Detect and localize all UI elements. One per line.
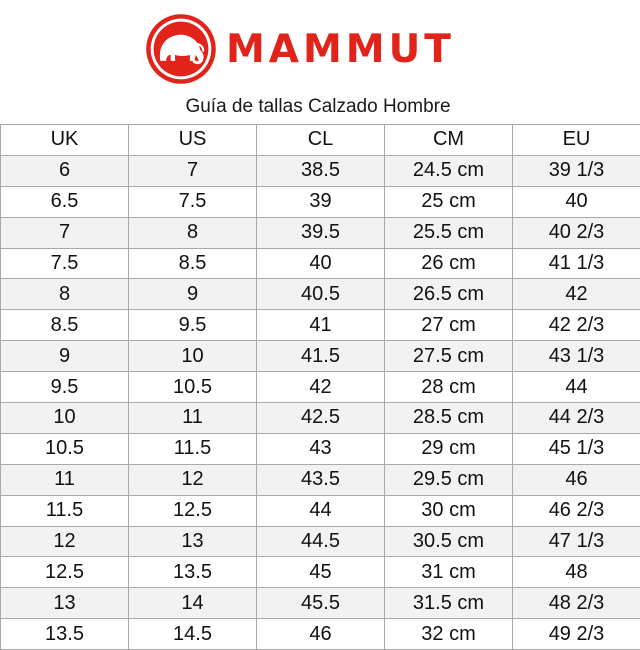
cell-cm: 31.5 cm <box>385 588 513 619</box>
cell-cl: 43 <box>257 433 385 464</box>
cell-cl: 42 <box>257 372 385 403</box>
cell-uk: 13.5 <box>1 619 129 650</box>
cell-eu: 48 2/3 <box>513 588 640 619</box>
brand-wordmark: MAMMUT <box>226 27 455 72</box>
cell-cm: 26 cm <box>385 248 513 279</box>
cell-uk: 10 <box>1 403 129 434</box>
cell-cm: 25 cm <box>385 186 513 217</box>
cell-cl: 43.5 <box>257 464 385 495</box>
cell-us: 12 <box>129 464 257 495</box>
cell-us: 8 <box>129 217 257 248</box>
cell-cm: 29.5 cm <box>385 464 513 495</box>
column-header-eu: EU <box>513 125 640 156</box>
cell-us: 10.5 <box>129 372 257 403</box>
cell-uk: 7.5 <box>1 248 129 279</box>
cell-uk: 7 <box>1 217 129 248</box>
cell-uk: 10.5 <box>1 433 129 464</box>
column-header-us: US <box>129 125 257 156</box>
cell-eu: 40 <box>513 186 640 217</box>
cell-us: 14 <box>129 588 257 619</box>
size-chart-table <box>0 124 640 650</box>
cell-cm: 27 cm <box>385 310 513 341</box>
cell-cl: 39 <box>257 186 385 217</box>
cell-uk: 6 <box>1 155 129 186</box>
cell-us: 14.5 <box>129 619 257 650</box>
cell-uk: 6.5 <box>1 186 129 217</box>
cell-us: 12.5 <box>129 495 257 526</box>
table-row <box>1 588 640 619</box>
cell-us: 13.5 <box>129 557 257 588</box>
table-row <box>1 495 640 526</box>
cell-cm: 32 cm <box>385 619 513 650</box>
table-row <box>1 217 640 248</box>
cell-eu: 43 1/3 <box>513 341 640 372</box>
cell-eu: 40 2/3 <box>513 217 640 248</box>
cell-eu: 39 1/3 <box>513 155 640 186</box>
cell-us: 9.5 <box>129 310 257 341</box>
cell-cl: 46 <box>257 619 385 650</box>
cell-cm: 30.5 cm <box>385 526 513 557</box>
size-rows <box>1 155 640 649</box>
cell-us: 11.5 <box>129 433 257 464</box>
cell-cl: 44 <box>257 495 385 526</box>
page-title: Guía de tallas Calzado Hombre <box>185 96 451 117</box>
table-row <box>1 619 640 650</box>
cell-cl: 42.5 <box>257 403 385 434</box>
table-row <box>1 433 640 464</box>
cell-cl: 39.5 <box>257 217 385 248</box>
cell-cm: 27.5 cm <box>385 341 513 372</box>
cell-us: 7 <box>129 155 257 186</box>
table-row <box>1 248 640 279</box>
cell-us: 10 <box>129 341 257 372</box>
cell-cm: 24.5 cm <box>385 155 513 186</box>
cell-cm: 29 cm <box>385 433 513 464</box>
cell-uk: 12 <box>1 526 129 557</box>
column-header-cl: CL <box>257 125 385 156</box>
cell-cl: 44.5 <box>257 526 385 557</box>
cell-eu: 41 1/3 <box>513 248 640 279</box>
mammoth-logo-icon <box>144 12 218 86</box>
table-row <box>1 341 640 372</box>
column-header-cm: CM <box>385 125 513 156</box>
cell-cl: 45.5 <box>257 588 385 619</box>
table-row <box>1 310 640 341</box>
cell-uk: 8 <box>1 279 129 310</box>
table-row <box>1 155 640 186</box>
cell-us: 7.5 <box>129 186 257 217</box>
cell-cl: 41.5 <box>257 341 385 372</box>
cell-uk: 9.5 <box>1 372 129 403</box>
cell-uk: 13 <box>1 588 129 619</box>
cell-us: 11 <box>129 403 257 434</box>
cell-eu: 49 2/3 <box>513 619 640 650</box>
cell-cl: 40 <box>257 248 385 279</box>
cell-us: 13 <box>129 526 257 557</box>
cell-cm: 28 cm <box>385 372 513 403</box>
brand-header <box>0 0 640 124</box>
cell-uk: 12.5 <box>1 557 129 588</box>
cell-eu: 42 <box>513 279 640 310</box>
table-row <box>1 372 640 403</box>
cell-us: 8.5 <box>129 248 257 279</box>
table-row <box>1 186 640 217</box>
table-row <box>1 279 640 310</box>
cell-uk: 9 <box>1 341 129 372</box>
column-header-uk: UK <box>1 125 129 156</box>
cell-cm: 25.5 cm <box>385 217 513 248</box>
cell-eu: 46 2/3 <box>513 495 640 526</box>
table-row <box>1 464 640 495</box>
cell-cm: 26.5 cm <box>385 279 513 310</box>
cell-eu: 45 1/3 <box>513 433 640 464</box>
cell-eu: 47 1/3 <box>513 526 640 557</box>
cell-cl: 45 <box>257 557 385 588</box>
cell-uk: 8.5 <box>1 310 129 341</box>
cell-uk: 11.5 <box>1 495 129 526</box>
cell-cl: 41 <box>257 310 385 341</box>
cell-uk: 11 <box>1 464 129 495</box>
cell-eu: 42 2/3 <box>513 310 640 341</box>
cell-cm: 28.5 cm <box>385 403 513 434</box>
table-row <box>1 557 640 588</box>
cell-us: 9 <box>129 279 257 310</box>
cell-cm: 30 cm <box>385 495 513 526</box>
cell-eu: 44 2/3 <box>513 403 640 434</box>
cell-cl: 40.5 <box>257 279 385 310</box>
table-header-row <box>1 125 640 156</box>
cell-cl: 38.5 <box>257 155 385 186</box>
cell-eu: 46 <box>513 464 640 495</box>
table-row <box>1 526 640 557</box>
cell-cm: 31 cm <box>385 557 513 588</box>
cell-eu: 44 <box>513 372 640 403</box>
table-row <box>1 403 640 434</box>
cell-eu: 48 <box>513 557 640 588</box>
